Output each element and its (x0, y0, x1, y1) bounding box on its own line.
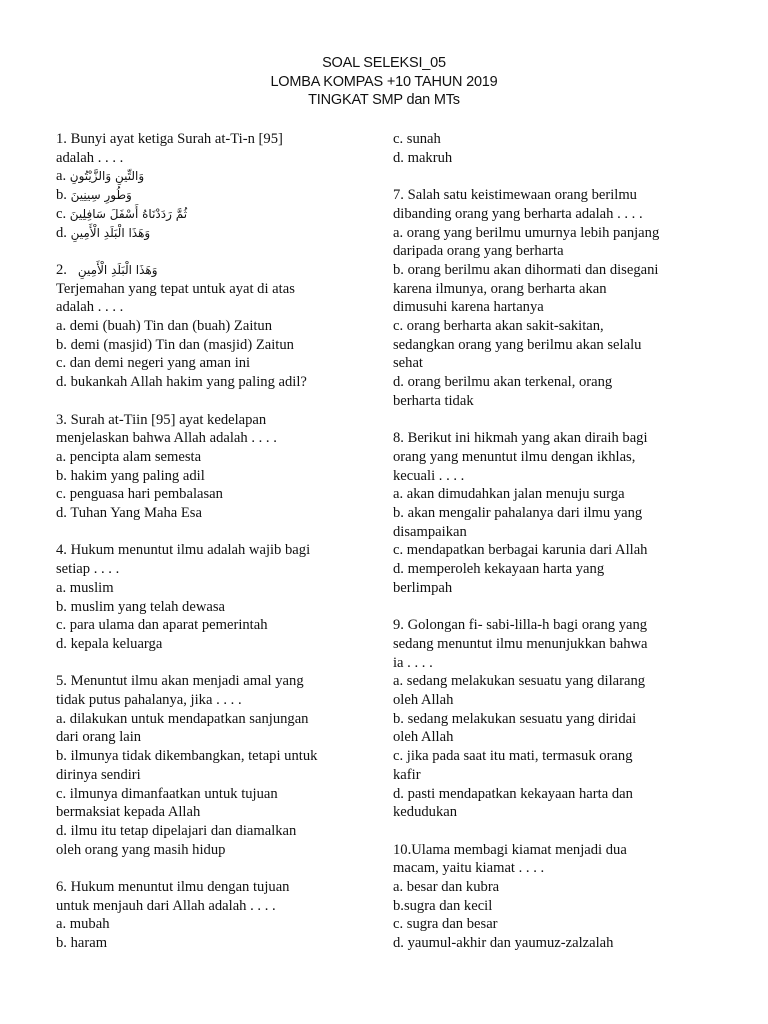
arabic-text: وَهَذَا الْبَلَدِ الْأَمِينِ (70, 225, 151, 240)
option-d-cont: oleh orang yang masih hidup (56, 841, 226, 858)
option-b: b. orang berilmu akan dihormati dan disegani (393, 261, 659, 278)
option-b: b. muslim yang telah dewasa (56, 598, 226, 615)
arabic-text: ثُمَّ رَدَدْنَاهُ أَسْفَلَ سَافِلِينَ (69, 206, 188, 221)
option-d: d. ilmu itu tetap dipelajari dan diamalkan (56, 822, 297, 839)
option-b-cont: dirinya sendiri (56, 766, 141, 783)
header-competition: LOMBA KOMPAS +10 TAHUN 2019 (270, 73, 498, 90)
question-stem: 10.Ulama membagi kiamat menjadi dua (393, 841, 627, 858)
question-stem: 3. Surah at-Tiin [95] ayat kedelapan (56, 411, 267, 428)
question-6-continued (393, 130, 723, 167)
question-number-line (56, 261, 374, 280)
question-stem: ia . . . . (393, 654, 433, 671)
option-letter: a. (56, 168, 70, 185)
question-3 (56, 411, 374, 523)
question-stem: sedang menuntut ilmu menunjukkan bahwa (393, 635, 648, 652)
question-10 (393, 841, 723, 953)
option-b-cont: oleh Allah (393, 729, 454, 746)
question-stem: adalah . . . . (56, 299, 124, 316)
option-b (56, 186, 374, 205)
header-level: TINGKAT SMP dan MTs (308, 92, 460, 108)
question-stem: kecuali . . . . (393, 467, 465, 484)
option-a: a. besar dan kubra (393, 879, 500, 896)
question-stem: 6. Hukum menuntut ilmu dengan tujuan (56, 879, 290, 896)
option-b: b. haram (56, 935, 108, 952)
right-column (393, 130, 723, 972)
option-b: b. demi (masjid) Tin dan (masjid) Zaitun (56, 336, 294, 353)
option-letter: b. (56, 187, 71, 204)
option-c: c. mendapatkan berbagai karunia dari Allah (393, 542, 648, 559)
header-title: SOAL SELEKSI_05 (322, 55, 446, 71)
question-stem: menjelaskan bahwa Allah adalah . . . . (56, 430, 277, 447)
option-c: c. jika pada saat itu mati, termasuk orang (393, 748, 633, 765)
option-c: c. para ulama dan aparat pemerintah (56, 617, 268, 634)
question-stem: tidak putus pahalanya, jika . . . . (56, 692, 242, 709)
page-header (0, 54, 768, 110)
question-stem: macam, yaitu kiamat . . . . (393, 860, 545, 877)
option-d: d. memperoleh kekayaan harta yang (393, 561, 605, 578)
option-d-cont: berharta tidak (393, 392, 474, 409)
option-a-cont: dari orang lain (56, 729, 142, 746)
option-c: c. penguasa hari pembalasan (56, 486, 223, 503)
question-stem: setiap . . . . (56, 561, 120, 578)
option-a: a. dilakukan untuk mendapatkan sanjungan (56, 710, 309, 727)
option-a: a. akan dimudahkan jalan menuju surga (393, 486, 625, 503)
arabic-text: وَالتِّينِ وَالزَّيْتُونِ (69, 169, 145, 184)
option-a: a. demi (buah) Tin dan (buah) Zaitun (56, 318, 273, 335)
option-d: d. pasti mendapatkan kekayaan harta dan (393, 785, 633, 802)
option-c: c. orang berharta akan sakit-sakitan, (393, 318, 604, 335)
option-d (56, 224, 374, 243)
question-7 (393, 186, 723, 410)
option-c: c. ilmunya dimanfaatkan untuk tujuan (56, 785, 278, 802)
question-stem: Terjemahan yang tepat untuk ayat di atas (56, 280, 295, 297)
option-c: c. dan demi negeri yang aman ini (56, 355, 251, 372)
option-c-cont: sedangkan orang yang berilmu akan selalu (393, 336, 642, 353)
option-d: d. Tuhan Yang Maha Esa (56, 505, 202, 522)
option-b: b. akan mengalir pahalanya dari ilmu yang (393, 505, 643, 522)
question-4 (56, 541, 374, 653)
question-6 (56, 878, 374, 953)
question-stem: 8. Berikut ini hikmah yang akan diraih bagi (393, 430, 648, 447)
option-b: b. hakim yang paling adil (56, 467, 205, 484)
option-a: a. sedang melakukan sesuatu yang dilarang (393, 673, 646, 690)
left-column (56, 130, 374, 972)
arabic-verse: وَهَذَا الْبَلَدِ الْأَمِينِ (77, 262, 158, 277)
option-d-cont: kedudukan (393, 804, 458, 821)
option-a: a. mubah (56, 916, 110, 933)
question-stem: dibanding orang yang berharta adalah . . . . (393, 205, 643, 222)
question-1 (56, 130, 374, 242)
option-c (56, 205, 374, 224)
option-c-cont: bermaksiat kepada Allah (56, 804, 201, 821)
question-8 (393, 429, 723, 597)
question-9 (393, 616, 723, 822)
question-stem: adalah . . . . (56, 149, 124, 166)
question-stem: 7. Salah satu keistimewaan orang berilmu (393, 187, 637, 204)
option-b-cont: karena ilmunya, orang berharta akan (393, 280, 607, 297)
option-b: b.sugra dan kecil (393, 897, 493, 914)
option-a: a. muslim (56, 579, 114, 596)
option-d-cont: berlimpah (393, 579, 453, 596)
question-stem: orang yang menuntut ilmu dengan ikhlas, (393, 448, 636, 465)
option-b-cont: disampaikan (393, 523, 467, 540)
arabic-text: وَطُورِ سِينِينَ (70, 188, 132, 203)
option-c: c. sugra dan besar (393, 916, 498, 933)
question-stem: 9. Golongan fi- sabi-lilla-h bagi orang yang (393, 617, 648, 634)
option-letter: d. (56, 224, 71, 241)
option-d: d. yaumul-akhir dan yaumuz-zalzalah (393, 935, 614, 952)
question-stem: 4. Hukum menuntut ilmu adalah wajib bagi (56, 542, 311, 559)
question-number: 2. (56, 261, 67, 278)
option-a: a. orang yang berilmu umurnya lebih panjang (393, 224, 660, 241)
option-a-cont: oleh Allah (393, 692, 454, 709)
question-stem: 5. Menuntut ilmu akan menjadi amal yang (56, 673, 304, 690)
option-a-cont: daripada orang yang berharta (393, 243, 564, 260)
question-2 (56, 261, 374, 392)
option-c: c. sunah (393, 131, 441, 147)
option-b: b. ilmunya tidak dikembangkan, tetapi untuk (56, 748, 318, 765)
option-d: d. makruh (393, 149, 453, 166)
option-a (56, 167, 374, 186)
option-b: b. sedang melakukan sesuatu yang diridai (393, 710, 637, 727)
option-b-cont: dimusuhi karena hartanya (393, 299, 544, 316)
option-d: d. orang berilmu akan terkenal, orang (393, 374, 613, 391)
option-d: d. kepala keluarga (56, 635, 163, 652)
option-c-cont: kafir (393, 766, 421, 783)
option-d: d. bukankah Allah hakim yang paling adil? (56, 374, 307, 391)
option-letter: c. (56, 205, 70, 222)
question-stem: 1. Bunyi ayat ketiga Surah at-Ti-n [95] (56, 131, 283, 147)
question-stem: untuk menjauh dari Allah adalah . . . . (56, 897, 276, 914)
option-c-cont: sehat (393, 355, 423, 372)
option-a: a. pencipta alam semesta (56, 448, 202, 465)
question-5 (56, 672, 374, 859)
